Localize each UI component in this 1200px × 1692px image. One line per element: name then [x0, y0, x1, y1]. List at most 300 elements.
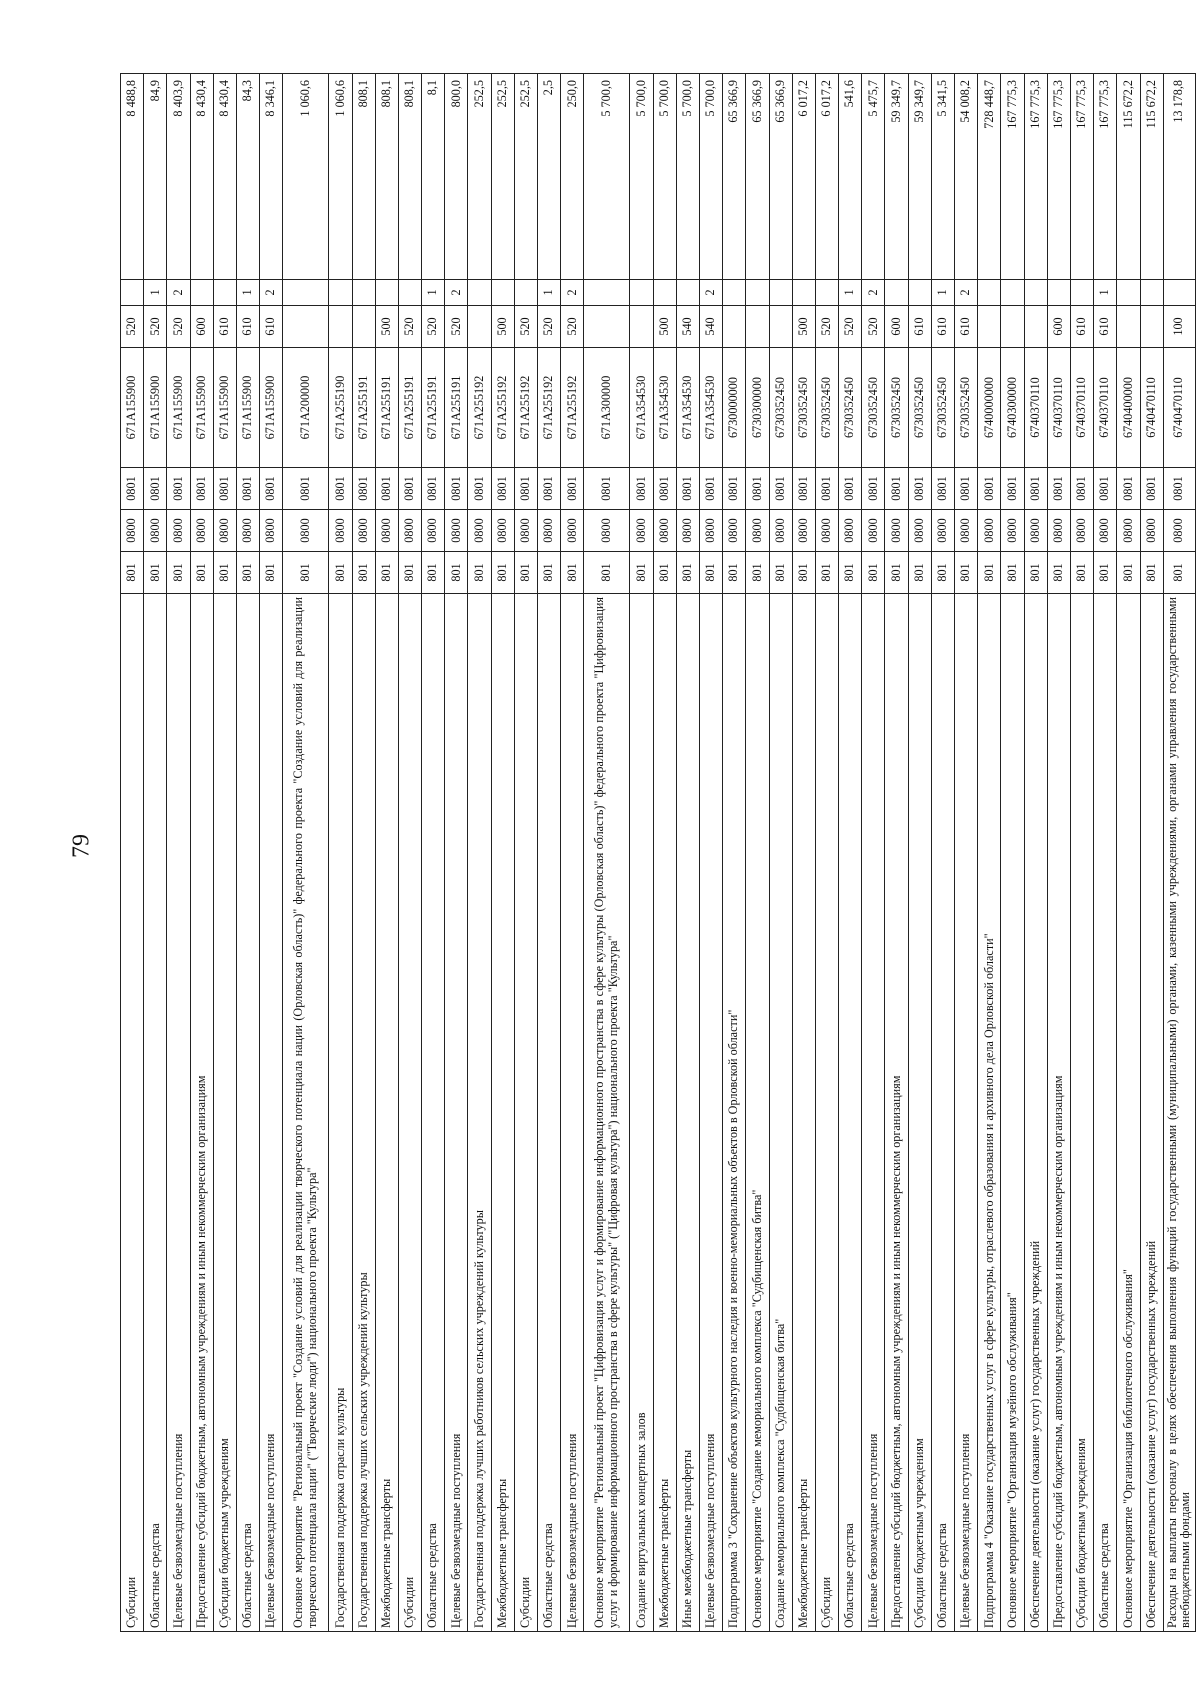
section-code-cell: 0800	[561, 510, 584, 552]
expense-type-code-cell	[1140, 306, 1163, 348]
target-article-code-cell: 671A255190	[329, 348, 352, 468]
subsection-code-cell: 0801	[352, 468, 375, 510]
section-code-cell: 0800	[329, 510, 352, 552]
expense-type-code-cell: 500	[653, 306, 676, 348]
amount-cell: 6 017,2	[792, 74, 815, 280]
source-code-cell	[1140, 280, 1163, 306]
ved-code-cell: 801	[792, 552, 815, 594]
section-code-cell: 0800	[352, 510, 375, 552]
ved-code-cell: 801	[352, 552, 375, 594]
source-code-cell: 1	[236, 280, 259, 306]
section-code-cell: 0800	[1047, 510, 1070, 552]
ved-code-cell: 801	[1024, 552, 1047, 594]
target-article-code-cell: 671A255192	[538, 348, 561, 468]
expense-type-code-cell: 520	[514, 306, 537, 348]
source-code-cell	[190, 280, 213, 306]
source-code-cell: 2	[955, 280, 978, 306]
amount-cell: 5 700,0	[584, 74, 630, 280]
section-code-cell: 0800	[908, 510, 931, 552]
section-code-cell: 0800	[746, 510, 769, 552]
table-row	[491, 74, 514, 1632]
target-article-code-cell: 6740370110	[1047, 348, 1070, 468]
expense-type-code-cell	[723, 306, 746, 348]
table-row	[1070, 74, 1093, 1632]
source-code-cell: 1	[144, 280, 167, 306]
subsection-code-cell: 0801	[978, 468, 1001, 510]
row-name-cell: Целевые безвозмездные поступления	[561, 594, 584, 1632]
source-code-cell	[1047, 280, 1070, 306]
amount-cell: 1 060,6	[329, 74, 352, 280]
ved-code-cell: 801	[561, 552, 584, 594]
expense-type-code-cell	[584, 306, 630, 348]
table-row	[978, 74, 1001, 1632]
table-row	[236, 74, 259, 1632]
ved-code-cell: 801	[653, 552, 676, 594]
subsection-code-cell: 0801	[260, 468, 283, 510]
row-name-cell: Субсидии бюджетным учреждениям	[908, 594, 931, 1632]
target-article-code-cell: 671A255191	[398, 348, 421, 468]
subsection-code-cell: 0801	[584, 468, 630, 510]
section-code-cell: 0800	[236, 510, 259, 552]
subsection-code-cell: 0801	[839, 468, 862, 510]
subsection-code-cell: 0801	[885, 468, 908, 510]
subsection-code-cell: 0801	[167, 468, 190, 510]
ved-code-cell: 801	[630, 552, 653, 594]
amount-cell: 5 700,0	[699, 74, 722, 280]
row-name-cell: Областные средства	[1094, 594, 1117, 1632]
subsection-code-cell: 0801	[1047, 468, 1070, 510]
target-article-code-cell: 671A255191	[445, 348, 468, 468]
section-code-cell: 0800	[1117, 510, 1140, 552]
subsection-code-cell: 0801	[375, 468, 398, 510]
subsection-code-cell: 0801	[422, 468, 445, 510]
table-row	[1001, 74, 1024, 1632]
row-name-cell: Целевые безвозмездные поступления	[260, 594, 283, 1632]
section-code-cell: 0800	[121, 510, 144, 552]
expense-type-code-cell: 610	[260, 306, 283, 348]
subsection-code-cell: 0801	[1117, 468, 1140, 510]
ved-code-cell: 801	[167, 552, 190, 594]
amount-cell: 65 366,9	[746, 74, 769, 280]
source-code-cell: 1	[1094, 280, 1117, 306]
source-code-cell	[329, 280, 352, 306]
target-article-code-cell: 671A255191	[422, 348, 445, 468]
expense-type-code-cell: 610	[236, 306, 259, 348]
table-row	[955, 74, 978, 1632]
expense-type-code-cell: 520	[167, 306, 190, 348]
row-name-cell: Государственная поддержка лучших сельских учреждений культуры	[352, 594, 375, 1632]
table-row	[931, 74, 954, 1632]
section-code-cell: 0800	[398, 510, 421, 552]
table-row	[769, 74, 792, 1632]
source-code-cell	[283, 280, 329, 306]
target-article-code-cell: 6730352450	[885, 348, 908, 468]
expense-type-code-cell	[769, 306, 792, 348]
amount-cell: 252,5	[468, 74, 491, 280]
ved-code-cell: 801	[468, 552, 491, 594]
target-article-code-cell: 6730352450	[931, 348, 954, 468]
source-code-cell	[653, 280, 676, 306]
expense-type-code-cell: 610	[955, 306, 978, 348]
source-code-cell: 2	[260, 280, 283, 306]
source-code-cell: 2	[445, 280, 468, 306]
amount-cell: 8 430,4	[213, 74, 236, 280]
row-name-cell: Подпрограмма 3 "Сохранение объектов культурного наследия и военно-мемориальных объектов в Орловской области"	[723, 594, 746, 1632]
source-code-cell	[468, 280, 491, 306]
expense-type-code-cell: 610	[1070, 306, 1093, 348]
expense-type-code-cell: 610	[931, 306, 954, 348]
row-name-cell: Областные средства	[236, 594, 259, 1632]
amount-cell: 8 488,8	[121, 74, 144, 280]
section-code-cell: 0800	[955, 510, 978, 552]
table-row	[1024, 74, 1047, 1632]
target-article-code-cell: 671A255191	[352, 348, 375, 468]
target-article-code-cell: 6740400000	[1117, 348, 1140, 468]
ved-code-cell: 801	[676, 552, 699, 594]
table-row	[746, 74, 769, 1632]
expense-type-code-cell	[329, 306, 352, 348]
source-code-cell	[514, 280, 537, 306]
target-article-code-cell: 671A255192	[491, 348, 514, 468]
subsection-code-cell: 0801	[445, 468, 468, 510]
section-code-cell: 0800	[630, 510, 653, 552]
subsection-code-cell: 0801	[630, 468, 653, 510]
table-row	[723, 74, 746, 1632]
ved-code-cell: 801	[955, 552, 978, 594]
ved-code-cell: 801	[236, 552, 259, 594]
expense-type-code-cell: 520	[422, 306, 445, 348]
table-row	[329, 74, 352, 1632]
subsection-code-cell: 0801	[955, 468, 978, 510]
source-code-cell	[885, 280, 908, 306]
row-name-cell: Обеспечение деятельности (оказание услуг) государственных учреждений	[1024, 594, 1047, 1632]
subsection-code-cell: 0801	[862, 468, 885, 510]
ved-code-cell: 801	[121, 552, 144, 594]
source-code-cell	[1001, 280, 1024, 306]
ved-code-cell: 801	[839, 552, 862, 594]
ved-code-cell: 801	[978, 552, 1001, 594]
table-row	[815, 74, 838, 1632]
section-code-cell: 0800	[676, 510, 699, 552]
expense-type-code-cell	[746, 306, 769, 348]
row-name-cell: Субсидии	[815, 594, 838, 1632]
expense-type-code-cell: 600	[1047, 306, 1070, 348]
subsection-code-cell: 0801	[398, 468, 421, 510]
row-name-cell: Областные средства	[538, 594, 561, 1632]
section-code-cell: 0800	[538, 510, 561, 552]
section-code-cell: 0800	[862, 510, 885, 552]
amount-cell: 167 775,3	[1070, 74, 1093, 280]
amount-cell: 8 346,1	[260, 74, 283, 280]
target-article-code-cell: 671A354530	[630, 348, 653, 468]
source-code-cell	[676, 280, 699, 306]
row-name-cell: Предоставление субсидий бюджетным, автономным учреждениям и иным некоммерческим организациям	[1047, 594, 1070, 1632]
target-article-code-cell: 671A255191	[375, 348, 398, 468]
ved-code-cell: 801	[931, 552, 954, 594]
section-code-cell: 0800	[468, 510, 491, 552]
subsection-code-cell: 0801	[121, 468, 144, 510]
table-row	[1047, 74, 1070, 1632]
expense-type-code-cell	[1024, 306, 1047, 348]
row-name-cell: Областные средства	[839, 594, 862, 1632]
section-code-cell: 0800	[213, 510, 236, 552]
subsection-code-cell: 0801	[1070, 468, 1093, 510]
expense-type-code-cell: 600	[190, 306, 213, 348]
table-row	[167, 74, 190, 1632]
section-code-cell: 0800	[723, 510, 746, 552]
ved-code-cell: 801	[746, 552, 769, 594]
target-article-code-cell: 6730352450	[862, 348, 885, 468]
subsection-code-cell: 0801	[699, 468, 722, 510]
row-name-cell: Целевые безвозмездные поступления	[955, 594, 978, 1632]
source-code-cell	[1024, 280, 1047, 306]
source-code-cell	[815, 280, 838, 306]
amount-cell: 5 700,0	[630, 74, 653, 280]
source-code-cell: 1	[422, 280, 445, 306]
row-name-cell: Основное мероприятие "Региональный проект "Создание условий для реализации творческого потенциала нации (Орловская область)" федерального проекта "Создание условий для реализации творческого потенциала нации" ("Творческие люди") национального проекта "Культура"	[283, 594, 329, 1632]
ved-code-cell: 801	[1140, 552, 1163, 594]
source-code-cell	[121, 280, 144, 306]
expense-type-code-cell: 540	[676, 306, 699, 348]
row-name-cell: Субсидии бюджетным учреждениям	[1070, 594, 1093, 1632]
rotated-page-content	[120, 74, 1193, 1632]
amount-cell: 167 775,3	[1001, 74, 1024, 280]
amount-cell: 54 008,2	[955, 74, 978, 280]
ved-code-cell: 801	[375, 552, 398, 594]
target-article-code-cell: 6730352450	[839, 348, 862, 468]
row-name-cell: Иные межбюджетные трансферты	[676, 594, 699, 1632]
subsection-code-cell: 0801	[653, 468, 676, 510]
ved-code-cell: 801	[213, 552, 236, 594]
target-article-code-cell: 671A200000	[283, 348, 329, 468]
source-code-cell: 2	[699, 280, 722, 306]
row-name-cell: Основное мероприятие "Создание мемориального комплекса "Судбищенская битва"	[746, 594, 769, 1632]
subsection-code-cell: 0801	[792, 468, 815, 510]
ved-code-cell: 801	[1094, 552, 1117, 594]
ved-code-cell: 801	[1163, 552, 1195, 594]
expense-type-code-cell: 520	[862, 306, 885, 348]
section-code-cell: 0800	[375, 510, 398, 552]
target-article-code-cell: 671A354530	[653, 348, 676, 468]
table-row	[885, 74, 908, 1632]
amount-cell: 84,9	[144, 74, 167, 280]
row-name-cell: Межбюджетные трансферты	[653, 594, 676, 1632]
section-code-cell: 0800	[167, 510, 190, 552]
row-name-cell: Субсидии бюджетным учреждениям	[213, 594, 236, 1632]
expense-type-code-cell	[352, 306, 375, 348]
target-article-code-cell: 6730352450	[955, 348, 978, 468]
section-code-cell: 0800	[769, 510, 792, 552]
amount-cell: 2,5	[538, 74, 561, 280]
subsection-code-cell: 0801	[538, 468, 561, 510]
expense-type-code-cell: 600	[885, 306, 908, 348]
amount-cell: 84,3	[236, 74, 259, 280]
expense-type-code-cell: 520	[445, 306, 468, 348]
table-row	[213, 74, 236, 1632]
target-article-code-cell: 671A155900	[213, 348, 236, 468]
source-code-cell: 1	[931, 280, 954, 306]
row-name-cell: Областные средства	[144, 594, 167, 1632]
amount-cell: 5 700,0	[653, 74, 676, 280]
subsection-code-cell: 0801	[468, 468, 491, 510]
target-article-code-cell: 671A155900	[260, 348, 283, 468]
target-article-code-cell: 6740300000	[1001, 348, 1024, 468]
row-name-cell: Основное мероприятие "Организация музейного обслуживания"	[1001, 594, 1024, 1632]
row-name-cell: Областные средства	[422, 594, 445, 1632]
target-article-code-cell: 6740000000	[978, 348, 1001, 468]
target-article-code-cell: 671A155900	[190, 348, 213, 468]
table-row	[445, 74, 468, 1632]
section-code-cell: 0800	[1094, 510, 1117, 552]
section-code-cell: 0800	[422, 510, 445, 552]
amount-cell: 65 366,9	[723, 74, 746, 280]
source-code-cell	[630, 280, 653, 306]
expense-type-code-cell: 520	[398, 306, 421, 348]
ved-code-cell: 801	[190, 552, 213, 594]
page-number: 79	[68, 834, 95, 858]
amount-cell: 808,1	[398, 74, 421, 280]
subsection-code-cell: 0801	[908, 468, 931, 510]
table-row	[190, 74, 213, 1632]
amount-cell: 167 775,3	[1024, 74, 1047, 280]
section-code-cell: 0800	[839, 510, 862, 552]
table-row	[1117, 74, 1140, 1632]
ved-code-cell: 801	[908, 552, 931, 594]
row-name-cell: Создание виртуальных концертных залов	[630, 594, 653, 1632]
row-name-cell: Предоставление субсидий бюджетным, автономным учреждениям и иным некоммерческим организациям	[190, 594, 213, 1632]
section-code-cell: 0800	[1163, 510, 1195, 552]
ved-code-cell: 801	[260, 552, 283, 594]
subsection-code-cell: 0801	[1094, 468, 1117, 510]
target-article-code-cell: 6740370110	[1070, 348, 1093, 468]
target-article-code-cell: 671A255192	[468, 348, 491, 468]
expense-type-code-cell: 540	[699, 306, 722, 348]
table-row	[538, 74, 561, 1632]
row-name-cell: Субсидии	[514, 594, 537, 1632]
amount-cell: 808,1	[352, 74, 375, 280]
amount-cell: 115 672,2	[1140, 74, 1163, 280]
expense-type-code-cell: 520	[538, 306, 561, 348]
source-code-cell	[584, 280, 630, 306]
ved-code-cell: 801	[491, 552, 514, 594]
table-row	[653, 74, 676, 1632]
source-code-cell: 2	[167, 280, 190, 306]
subsection-code-cell: 0801	[213, 468, 236, 510]
source-code-cell	[1070, 280, 1093, 306]
target-article-code-cell: 6740370110	[1094, 348, 1117, 468]
section-code-cell: 0800	[445, 510, 468, 552]
ved-code-cell: 801	[445, 552, 468, 594]
amount-cell: 5 475,7	[862, 74, 885, 280]
table-row	[676, 74, 699, 1632]
subsection-code-cell: 0801	[144, 468, 167, 510]
ved-code-cell: 801	[422, 552, 445, 594]
expense-type-code-cell	[468, 306, 491, 348]
row-name-cell: Целевые безвозмездные поступления	[167, 594, 190, 1632]
subsection-code-cell: 0801	[329, 468, 352, 510]
expense-type-code-cell: 500	[491, 306, 514, 348]
ved-code-cell: 801	[144, 552, 167, 594]
row-name-cell: Областные средства	[931, 594, 954, 1632]
expense-type-code-cell	[283, 306, 329, 348]
row-name-cell: Создание мемориального комплекса "Судбищенская битва"	[769, 594, 792, 1632]
subsection-code-cell: 0801	[190, 468, 213, 510]
expense-type-code-cell	[1001, 306, 1024, 348]
subsection-code-cell: 0801	[491, 468, 514, 510]
section-code-cell: 0800	[653, 510, 676, 552]
expense-type-code-cell: 500	[375, 306, 398, 348]
section-code-cell: 0800	[815, 510, 838, 552]
row-name-cell: Субсидии	[121, 594, 144, 1632]
section-code-cell: 0800	[260, 510, 283, 552]
subsection-code-cell: 0801	[769, 468, 792, 510]
ved-code-cell: 801	[699, 552, 722, 594]
table-row	[839, 74, 862, 1632]
expense-type-code-cell	[630, 306, 653, 348]
ved-code-cell: 801	[283, 552, 329, 594]
table-row	[260, 74, 283, 1632]
ved-code-cell: 801	[514, 552, 537, 594]
row-name-cell: Целевые безвозмездные поступления	[445, 594, 468, 1632]
subsection-code-cell: 0801	[931, 468, 954, 510]
amount-cell: 6 017,2	[815, 74, 838, 280]
subsection-code-cell: 0801	[1001, 468, 1024, 510]
source-code-cell	[398, 280, 421, 306]
expense-type-code-cell: 520	[121, 306, 144, 348]
table-row	[352, 74, 375, 1632]
table-row	[699, 74, 722, 1632]
section-code-cell: 0800	[1024, 510, 1047, 552]
subsection-code-cell: 0801	[723, 468, 746, 510]
amount-cell: 5 700,0	[676, 74, 699, 280]
section-code-cell: 0800	[1140, 510, 1163, 552]
table-row	[1140, 74, 1163, 1632]
expense-type-code-cell: 520	[561, 306, 584, 348]
amount-cell: 59 349,7	[908, 74, 931, 280]
ved-code-cell: 801	[769, 552, 792, 594]
table-row	[1163, 74, 1195, 1632]
amount-cell: 167 775,3	[1094, 74, 1117, 280]
row-name-cell: Государственная поддержка отрасли культуры	[329, 594, 352, 1632]
ved-code-cell: 801	[1117, 552, 1140, 594]
source-code-cell: 2	[862, 280, 885, 306]
target-article-code-cell: 6730352450	[815, 348, 838, 468]
ved-code-cell: 801	[723, 552, 746, 594]
expense-type-code-cell: 520	[815, 306, 838, 348]
target-article-code-cell: 6740470110	[1163, 348, 1195, 468]
row-name-cell: Межбюджетные трансферты	[375, 594, 398, 1632]
expense-type-code-cell: 610	[1094, 306, 1117, 348]
table-row	[1094, 74, 1117, 1632]
amount-cell: 252,5	[514, 74, 537, 280]
source-code-cell	[352, 280, 375, 306]
target-article-code-cell: 6730000000	[723, 348, 746, 468]
source-code-cell	[746, 280, 769, 306]
table-row	[398, 74, 421, 1632]
source-code-cell	[908, 280, 931, 306]
source-code-cell	[491, 280, 514, 306]
amount-cell: 800,0	[445, 74, 468, 280]
row-name-cell: Предоставление субсидий бюджетным, автономным учреждениям и иным некоммерческим организациям	[885, 594, 908, 1632]
target-article-code-cell: 671A155900	[121, 348, 144, 468]
source-code-cell: 2	[561, 280, 584, 306]
subsection-code-cell: 0801	[1140, 468, 1163, 510]
section-code-cell: 0800	[190, 510, 213, 552]
table-row	[283, 74, 329, 1632]
source-code-cell	[375, 280, 398, 306]
subsection-code-cell: 0801	[676, 468, 699, 510]
expense-type-code-cell: 520	[839, 306, 862, 348]
